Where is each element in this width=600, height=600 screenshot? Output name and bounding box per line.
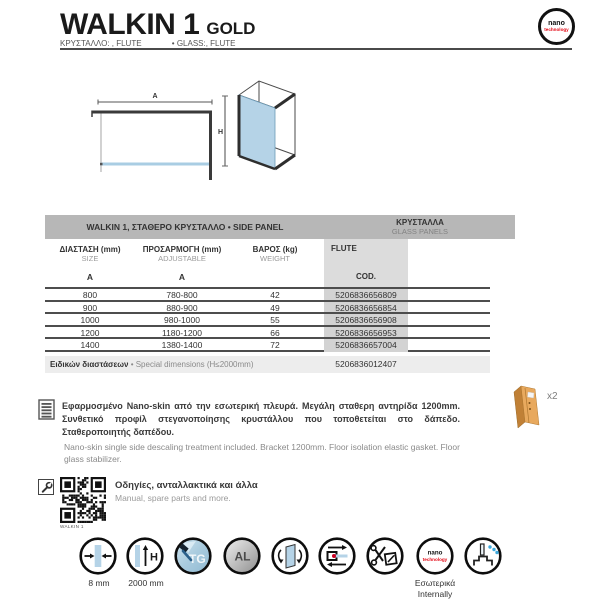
internally-label bbox=[407, 578, 463, 599]
tempered-glass-icon bbox=[174, 537, 212, 575]
column-headers bbox=[45, 239, 515, 287]
code-value: 5206836656908 bbox=[324, 314, 408, 327]
glass-panels-header bbox=[325, 215, 515, 239]
thickness-label: 8 mm bbox=[88, 578, 110, 588]
plan-view-diagram bbox=[88, 90, 223, 185]
col-adjustable-en: ADJUSTABLE bbox=[158, 254, 206, 263]
adjustable-value: 780-800 bbox=[166, 290, 198, 300]
product-name: WALKIN 1 bbox=[60, 8, 200, 41]
code-value: 5206836657004 bbox=[324, 339, 408, 352]
glass-panels-gr: ΚΡΥΣΤΑΛΛΑ bbox=[396, 218, 444, 227]
col-size-sub: A bbox=[86, 272, 94, 282]
hardware-quantity: x2 bbox=[547, 391, 558, 402]
table-row bbox=[45, 337, 490, 350]
code-value: 5206836656953 bbox=[324, 327, 408, 340]
al-letters: AL bbox=[234, 549, 251, 564]
special-dimensions-row bbox=[45, 356, 490, 373]
special-code-value: 5206836012407 bbox=[335, 358, 397, 369]
table-title-band bbox=[45, 215, 515, 239]
col-flute: FLUTE bbox=[331, 244, 357, 253]
manual-caption bbox=[115, 480, 258, 503]
internally-gr: Εσωτερικά bbox=[414, 578, 456, 588]
special-label-gr: Ειδικών διαστάσεων bbox=[50, 359, 129, 369]
nano-icon-subtext: technology bbox=[422, 557, 448, 562]
table-row bbox=[45, 287, 490, 300]
col-adjustable-sub: A bbox=[178, 272, 186, 282]
width-dimension-label: A bbox=[152, 93, 158, 100]
table-row bbox=[45, 312, 490, 325]
adjustable-value: 1180-1200 bbox=[161, 327, 203, 338]
col-adjustable bbox=[135, 245, 229, 263]
height-value-label: 2000 mm bbox=[128, 578, 164, 588]
special-dimensions-label bbox=[50, 356, 253, 373]
weight-value: 55 bbox=[270, 315, 280, 325]
size-value: 800 bbox=[82, 290, 98, 300]
col-weight-gr: ΒΑΡΟΣ (kg) bbox=[252, 245, 298, 254]
col-weight-en: WEIGHT bbox=[260, 254, 290, 263]
floor-stabilizer-icon bbox=[464, 537, 502, 575]
tg-letters: TG bbox=[189, 552, 206, 566]
size-value: 900 bbox=[82, 302, 98, 313]
adjustable-value: 880-900 bbox=[166, 302, 198, 313]
code-value: 5206836656809 bbox=[324, 289, 408, 302]
col-adjustable-gr: ΠΡΟΣΑΡΜΟΓΗ (mm) bbox=[142, 245, 222, 254]
table-rows bbox=[45, 287, 490, 352]
table-row bbox=[45, 300, 490, 313]
table-row bbox=[45, 325, 490, 338]
spec-table bbox=[45, 215, 515, 373]
description-greek: Εφαρμοσμένο Nano-skin από την εσωτερική πλευρά. Μεγάλη σταθερη αντηρίδα 1200mm. Συνθετικό προφίλ στεγανοποίησης κρυστάλλου που τοποθετείται στο δάπεδο. Σταθεροποιητής δαπέδου. bbox=[62, 401, 460, 438]
special-label-en: • Special dimensions (H≤2000mm) bbox=[128, 359, 254, 369]
title-divider bbox=[60, 48, 572, 50]
col-size-en: SIZE bbox=[81, 254, 99, 263]
adjustable-value: 980-1000 bbox=[164, 315, 200, 325]
internally-en: Internally bbox=[417, 588, 453, 599]
description-english: Nano-skin single side descaling treatment included. Bracket 1200mm. Floor isolation elastic gasket. Floor glass stabilizer. bbox=[64, 442, 460, 465]
isometric-panel-diagram bbox=[215, 68, 315, 186]
glass-panels-en: GLASS PANELS bbox=[391, 227, 449, 236]
height-icon bbox=[126, 537, 164, 575]
nano-technology-badge bbox=[538, 8, 575, 45]
glass-type-subtitle bbox=[60, 39, 236, 48]
nano-badge-text: nano bbox=[548, 20, 565, 27]
glass-type-gr: ΚΡΥΣΤΑΛΛΟ: , FLUTE bbox=[60, 39, 142, 48]
weight-value: 42 bbox=[270, 290, 280, 300]
glass-type-en: • GLASS:, FLUTE bbox=[171, 39, 236, 48]
glass-thickness-icon bbox=[79, 537, 117, 575]
weight-value: 66 bbox=[270, 327, 280, 338]
nano-technology-icon bbox=[416, 537, 454, 575]
gold-profile-illustration bbox=[508, 378, 546, 432]
col-size-gr: ΔΙΑΣΤΑΣΗ (mm) bbox=[59, 245, 121, 254]
nano-badge-subtext: technology bbox=[544, 27, 569, 32]
code-value: 5206836656854 bbox=[324, 302, 408, 315]
wrench-icon bbox=[40, 481, 53, 494]
qr-code-label: WALKIN 1 bbox=[60, 524, 84, 529]
product-description bbox=[62, 400, 460, 466]
aluminum-icon bbox=[223, 537, 261, 575]
size-value: 1400 bbox=[80, 340, 100, 350]
size-value: 1200 bbox=[80, 327, 100, 338]
height-dimension-label: H bbox=[218, 129, 224, 136]
reversible-door-icon bbox=[271, 537, 309, 575]
cut-to-size-icon bbox=[366, 537, 404, 575]
qr-code bbox=[60, 477, 106, 523]
weight-value: 72 bbox=[270, 340, 280, 350]
nano-icon-text: nano bbox=[427, 549, 443, 557]
notes-icon bbox=[38, 399, 55, 420]
manual-caption-en: Manual, spare parts and more. bbox=[115, 493, 231, 503]
col-code: COD. bbox=[356, 272, 376, 281]
adjustable-value: 1380-1400 bbox=[161, 340, 203, 350]
size-value: 1000 bbox=[80, 315, 100, 325]
height-letter: H bbox=[150, 551, 158, 564]
product-variant: GOLD bbox=[206, 19, 256, 38]
table-title: WALKIN 1, ΣΤΑΘΕΡΟ ΚΡΥΣΤΑΛΛΟ • SIDE PANEL bbox=[86, 222, 284, 232]
page-title bbox=[60, 8, 255, 42]
col-weight bbox=[229, 245, 321, 263]
adjustable-profile-icon bbox=[318, 537, 356, 575]
spare-parts-box bbox=[38, 479, 54, 495]
col-size bbox=[45, 245, 135, 263]
weight-value: 49 bbox=[270, 302, 280, 313]
manual-caption-gr: Οδηγίες, ανταλλακτικά και άλλα bbox=[115, 480, 258, 491]
